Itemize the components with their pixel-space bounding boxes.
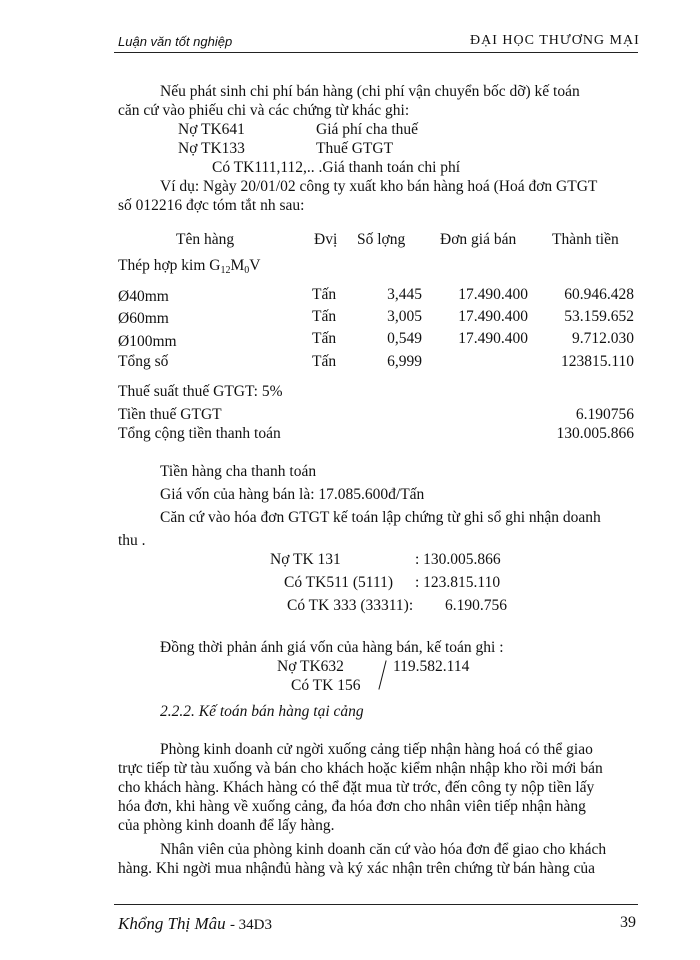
table-row-price: 17.490.400 [458,330,528,347]
paragraph-line: cho khách hàng. Khách hàng có thể đặt mua từ trớc, đến công ty nộp tiền lấy [118,779,595,796]
cost-of-goods-note: Giá vốn của hàng bán là: 17.085.600đ/Tấn [160,486,425,503]
table-row-unit: Tấn [312,308,337,325]
unpaid-note: Tiền hàng cha thanh toán [160,463,317,480]
entry-debit-131-value: : 130.005.866 [415,551,501,568]
paragraph-line: trực tiếp từ tàu xuống và bán cho khách hoặc kiểm nhận nhập kho rồi mới bán [118,760,603,777]
header-left-title: Luận văn tốt nghiệp [118,34,233,49]
table-row-amount: 53.159.652 [564,308,634,325]
table-row-unit: Tấn [312,286,337,303]
paragraph-line: hàng. Khi ngời mua nhậnđủ hàng và ký xác nhận trên chứng từ bán hàng của [118,860,595,877]
entry-credit-333-value: 6.190.756 [445,597,507,614]
section-title: 2.2.2. Kế toán bán hàng tại cảng [160,703,364,720]
intro-line-1: Nếu phát sinh chi phí bán hàng (chi phí vận chuyển bốc dỡ) kế toán [160,83,580,100]
example-line-2: số 012216 đợc tóm tắt nh sau: [118,197,305,214]
revenue-note-line-2: thu . [118,532,146,549]
table-row-name: Ø40mm [118,288,169,305]
journal-slash-mark [378,660,386,689]
table-row-unit: Tấn [312,330,337,347]
example-line-1: Ví dụ: Ngày 20/01/02 công ty xuất kho bán hàng hoá (Hoá đơn GTGT [160,178,598,195]
cogs-intro: Đồng thời phản ánh giá vốn của hàng bán, kế toán ghi : [160,639,504,656]
col-header-name: Tên hàng [176,231,235,248]
entry-debit-131: Nợ TK 131 [270,551,341,568]
entry-debit-641-desc: Giá phí cha thuế [316,121,419,138]
entry-credit-111: Có TK111,112,.. .Giá thanh toán chi phí [212,159,461,176]
total-label: Tổng số [118,353,169,370]
table-row-qty: 3,005 [387,308,422,325]
intro-line-2: căn cứ vào phiếu chi và các chứng từ khác ghi: [118,102,410,119]
col-header-unit: Đvị [314,231,338,248]
col-header-price: Đơn giá bán [440,231,517,248]
col-header-qty: Số lợng [357,231,406,248]
page-number: 39 [620,914,636,931]
table-row-price: 17.490.400 [458,308,528,325]
table-row-qty: 0,549 [387,330,422,347]
product-name: Thép hợp kim G12M0V [118,257,261,276]
grand-total-label: Tổng cộng tiền thanh toán [118,425,281,442]
revenue-note-line-1: Căn cứ vào hóa đơn GTGT kế toán lập chứng từ ghi sổ ghi nhận doanh [160,509,601,526]
vat-rate: Thuế suất thuế GTGT: 5% [118,383,283,400]
entry-credit-333: Có TK 333 (33311): [287,597,414,614]
footer-rule [114,904,638,905]
footer-author: Khổng Thị Mâu - 34D3 [118,914,273,933]
grand-total-value: 130.005.866 [556,425,634,442]
table-row-qty: 3,445 [387,286,422,303]
table-row-name: Ø60mm [118,310,169,327]
table-row-amount: 60.946.428 [564,286,634,303]
cogs-credit-156: Có TK 156 [291,677,361,694]
col-header-amount: Thành tiền [552,231,619,248]
cogs-value: 119.582.114 [393,658,470,675]
entry-credit-511: Có TK511 (5111) [284,574,394,591]
table-row-name: Ø100mm [118,333,177,350]
table-row-price: 17.490.400 [458,286,528,303]
entry-debit-133-desc: Thuế GTGT [316,140,394,157]
vat-value: 6.190756 [575,406,634,423]
table-row-amount: 9.712.030 [572,330,634,347]
paragraph-line: Nhân viên của phòng kinh doanh căn cứ vào hóa đơn để giao cho khách [160,841,607,858]
total-unit: Tấn [312,353,337,370]
paragraph-line: Phòng kinh doanh cử ngời xuống cảng tiếp nhận hàng hoá có thể giao [160,741,593,758]
vat-label: Tiền thuế GTGT [118,406,222,423]
header-rule [114,52,638,53]
paragraph-line: của phòng kinh doanh để lấy hàng. [118,817,335,834]
paragraph-line: hóa đơn, khi hàng về xuống cảng, đa hóa đơn cho nhân viên tiếp nhận hàng [118,798,586,815]
entry-debit-641: Nợ TK641 [178,121,245,138]
entry-credit-511-value: : 123.815.110 [415,574,501,591]
total-amount: 123815.110 [560,353,634,370]
header-right-title: ĐẠI HỌC THƯƠNG MẠI [470,33,640,48]
cogs-debit-632: Nợ TK632 [277,658,344,675]
entry-debit-133: Nợ TK133 [178,140,245,157]
total-qty: 6,999 [387,353,422,370]
